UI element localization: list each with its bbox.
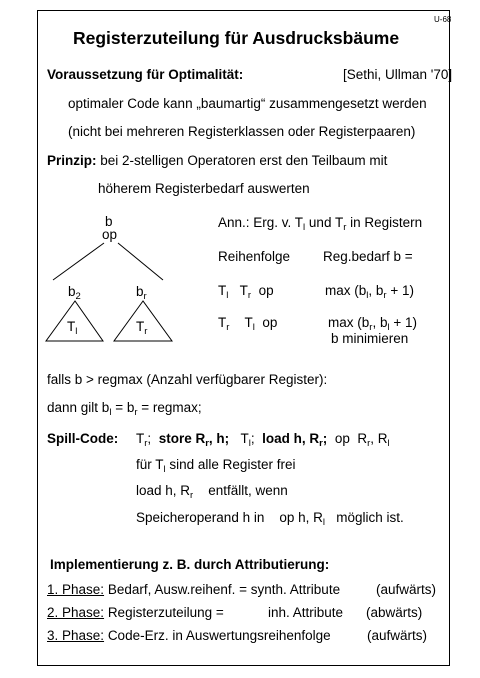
order-header: Reihenfolge <box>218 249 291 264</box>
tree-edge-left <box>53 243 104 280</box>
phase-3-direction: (aufwärts) <box>367 628 428 643</box>
phase-3-label: 3. Phase: <box>47 628 105 643</box>
row2-f-s2: l <box>387 322 390 333</box>
tree-root-b: b <box>105 214 113 229</box>
spill-t2: T <box>240 431 249 446</box>
note1-pre: für T <box>136 457 164 472</box>
order-row-2-seq <box>218 316 277 333</box>
row1-t1-sub: l <box>226 290 229 301</box>
row1-f-mid: , b <box>368 283 384 298</box>
left-b-sub: 2 <box>75 291 81 302</box>
phase-2-text-2: inh. Attribute <box>268 605 344 620</box>
principle-text-1: bei 2-stelligen Operatoren erst den Teilbaum mit <box>100 153 388 168</box>
spill-label: Spill-Code: <box>47 431 119 446</box>
spill-note-3 <box>136 511 404 528</box>
row2-f-post: + 1) <box>389 315 417 330</box>
phase-2-direction: (abwärts) <box>366 605 423 620</box>
note2-post: entfällt, wenn <box>208 483 288 498</box>
row1-t1: T <box>218 283 227 298</box>
left-T-letter: T <box>67 319 76 334</box>
spill-store: store R <box>158 431 206 446</box>
tree-root-op: op <box>102 227 118 242</box>
row1-t2: T <box>239 283 248 298</box>
note3-sub: l <box>322 517 326 528</box>
row2-t2-sub: l <box>252 322 255 333</box>
optimality-heading: Voraussetzung für Optimalität: <box>47 67 244 82</box>
row1-f-s2: r <box>383 290 387 301</box>
spill-r1-sub: r <box>367 438 371 449</box>
phase-2-label: 2. Phase: <box>47 605 105 620</box>
tree-edge-right <box>118 243 163 280</box>
tree-right-T <box>136 320 147 337</box>
condition-line-1: falls b > regmax (Anzahl verfügbarer Register): <box>47 372 328 387</box>
spill-t1-sub: r <box>144 438 148 449</box>
spill-r2: , R <box>370 431 388 446</box>
note2-pre: load h, R <box>136 483 191 498</box>
left-b-letter: b <box>68 284 76 299</box>
spill-store-post: , h; <box>208 431 230 446</box>
annotation-mid: und T <box>305 215 344 230</box>
spill-note-1 <box>136 458 295 475</box>
phase-2-text: Registerzuteilung = <box>107 605 224 620</box>
note3-post: möglich ist. <box>336 510 404 525</box>
phase-1-text: Bedarf, Ausw.reihenf. = synth. Attribute <box>107 582 341 597</box>
row2-op: op <box>262 315 278 330</box>
tree-right-b <box>136 285 147 302</box>
annotation-prefix: Ann.: Erg. v. T <box>218 215 304 230</box>
principle-line-2: höherem Registerbedarf auswerten <box>98 181 310 196</box>
row1-f-pre: max (b <box>325 283 367 298</box>
row2-t1: T <box>218 315 227 330</box>
right-T-sub: r <box>144 326 148 337</box>
minimize-note: b minimieren <box>331 331 409 346</box>
optimality-line-1: optimaler Code kann „baumartig“ zusammengesetzt werden <box>68 96 427 111</box>
spill-t1: T <box>136 431 145 446</box>
right-T-letter: T <box>136 319 145 334</box>
spill-store-sub: r <box>205 438 209 449</box>
reg-demand-header: Reg.bedarf b = <box>323 249 413 264</box>
spill-r1: R <box>357 431 368 446</box>
row1-op: op <box>258 283 274 298</box>
order-row-1-formula <box>325 284 414 301</box>
condition-line-2 <box>47 401 202 418</box>
spill-sep-2: ; <box>250 431 255 446</box>
annotation-suffix: in Registern <box>346 215 423 230</box>
spill-t2-sub: l <box>248 438 251 449</box>
optimality-line-2: (nicht bei mehreren Registerklassen oder Registerpaaren) <box>68 124 416 139</box>
annotation-sub-1: l <box>303 222 306 233</box>
note1-sub: l <box>163 464 166 475</box>
phase-2 <box>47 606 224 620</box>
cond-s1: l <box>109 407 112 418</box>
phase-3-text: Code-Erz. in Auswertungsreihenfolge <box>107 628 331 643</box>
annotation <box>218 216 422 233</box>
row2-t2: T <box>244 315 253 330</box>
phase-1-label: 1. Phase: <box>47 582 105 597</box>
row1-t2-sub: r <box>247 290 252 301</box>
spill-load-sub: r <box>319 438 323 449</box>
phase-1-direction: (aufwärts) <box>376 582 437 597</box>
phase-3 <box>47 629 331 643</box>
annotation-sub-2: r <box>343 222 347 233</box>
right-b-sub: r <box>143 291 147 302</box>
note2-sub: r <box>190 490 194 501</box>
note3-pre: Speicheroperand h in <box>136 510 265 525</box>
citation: [Sethi, Ullman '70] <box>343 67 453 82</box>
implementation-heading: Implementierung z. B. durch Attributierung: <box>50 557 330 572</box>
row2-f-mid: , b <box>372 315 388 330</box>
row1-f-s1: l <box>366 290 369 301</box>
cond-pre: dann gilt b <box>47 400 110 415</box>
note3-op: op h, R <box>279 510 323 525</box>
cond-s2: r <box>134 407 138 418</box>
spill-load: load h, R <box>262 431 320 446</box>
row2-f-s1: r <box>369 322 373 333</box>
row2-t1-sub: r <box>226 322 230 333</box>
spill-code-line <box>136 432 390 449</box>
spill-load-post: ; <box>322 431 328 446</box>
spill-op: op <box>334 431 350 446</box>
principle-label: Prinzip: <box>47 153 97 168</box>
cond-post: = regmax; <box>137 400 202 415</box>
page-number: U-68 <box>434 15 452 24</box>
row2-f-pre: max (b <box>328 315 370 330</box>
spill-note-2 <box>136 484 288 501</box>
order-row-1-seq <box>218 284 274 301</box>
phase-1 <box>47 583 340 597</box>
note1-post: sind alle Register frei <box>165 457 296 472</box>
spill-sep-1: ; <box>147 431 152 446</box>
tree-left-b <box>68 285 81 302</box>
tree-left-T <box>67 320 77 337</box>
cond-mid: = b <box>111 400 135 415</box>
spill-r2-sub: l <box>387 438 390 449</box>
left-T-sub: l <box>75 326 78 337</box>
page-title: Registerzuteilung für Ausdrucksbäume <box>73 28 400 48</box>
right-b-letter: b <box>136 284 144 299</box>
row1-f-post: + 1) <box>386 283 414 298</box>
